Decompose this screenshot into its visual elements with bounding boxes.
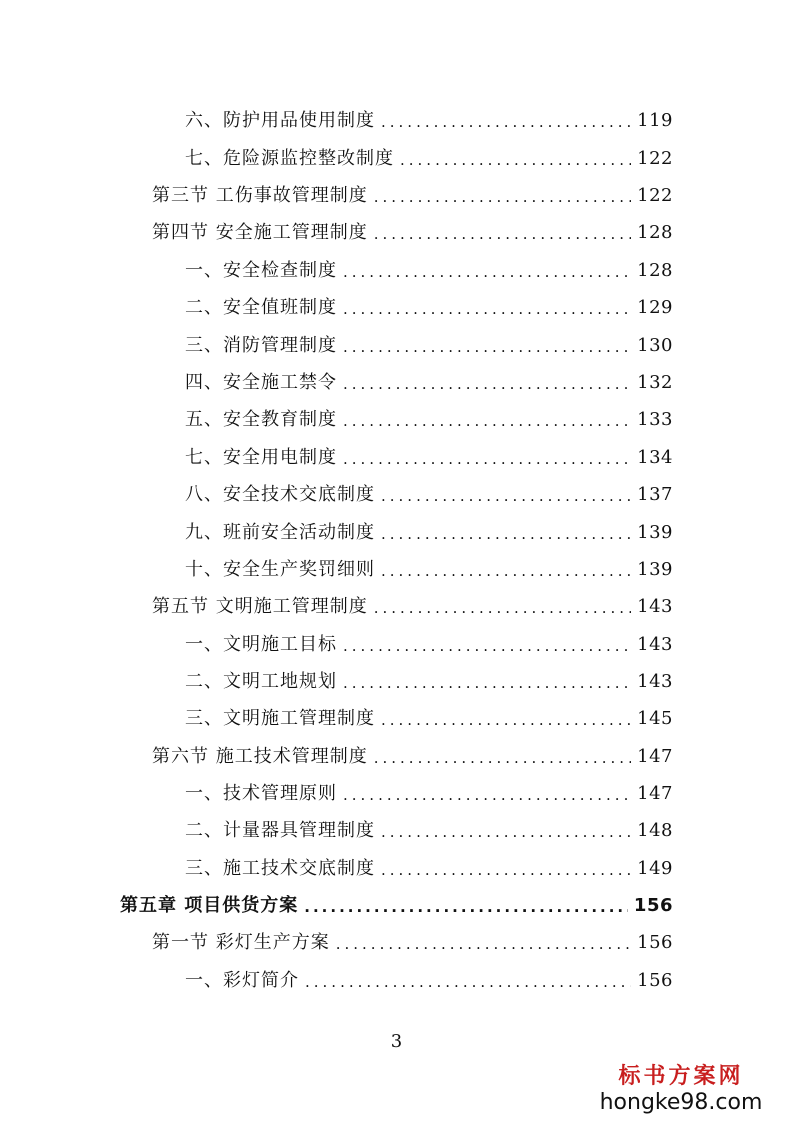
toc-entry-page: 129	[637, 297, 673, 318]
toc-entry	[185, 364, 673, 394]
toc-leader-dots	[374, 187, 631, 207]
toc-leader-dots	[381, 860, 631, 880]
toc-entry-title: 第四节 安全施工管理制度	[152, 222, 368, 243]
toc-leader-dots	[381, 822, 631, 842]
toc-entry-title: 十、安全生产奖罚细则	[185, 559, 375, 580]
toc-entry	[185, 551, 673, 581]
toc-entry	[185, 102, 673, 132]
watermark-title: 标书方案网	[618, 1063, 744, 1089]
toc-entry	[185, 439, 673, 469]
toc-entry-title: 一、技术管理原则	[185, 783, 337, 804]
toc-entry-page: 139	[637, 522, 673, 543]
toc-leader-dots	[374, 224, 631, 244]
toc-entry-title: 九、班前安全活动制度	[185, 522, 375, 543]
toc-entry-page: 139	[637, 559, 673, 580]
toc-entry-title: 第五章 项目供货方案	[120, 895, 299, 916]
toc-entry-page: 134	[637, 447, 673, 468]
toc-entry-title: 三、消防管理制度	[185, 335, 337, 356]
watermark-logo	[581, 1062, 781, 1116]
watermark-url: hongke98.com	[599, 1090, 763, 1115]
toc-entry	[185, 289, 673, 319]
toc-entry-title: 七、危险源监控整改制度	[185, 148, 394, 169]
toc-entry-page: 130	[637, 335, 673, 356]
toc-chapter-entry	[120, 887, 673, 917]
toc-entry	[185, 401, 673, 431]
toc-entry-page: 122	[637, 148, 673, 169]
toc-entry	[152, 214, 673, 244]
toc-entry	[185, 514, 673, 544]
toc-entry	[185, 663, 673, 693]
toc-entry-title: 三、施工技术交底制度	[185, 858, 375, 879]
toc-entry-title: 六、防护用品使用制度	[185, 110, 375, 131]
toc-leader-dots	[400, 150, 631, 170]
toc-leader-dots	[381, 112, 631, 132]
toc-leader-dots	[343, 337, 631, 357]
toc-entry-title: 三、文明施工管理制度	[185, 708, 375, 729]
toc-entry-page: 128	[637, 222, 673, 243]
toc-entry-page: 147	[637, 783, 673, 804]
toc-leader-dots	[343, 262, 631, 282]
toc-entry	[152, 924, 673, 954]
toc-entry-title: 七、安全用电制度	[185, 447, 337, 468]
toc-leader-dots	[304, 897, 628, 917]
toc-entry	[185, 252, 673, 282]
toc-entry-page: 145	[637, 708, 673, 729]
toc-entry-title: 一、安全检查制度	[185, 260, 337, 281]
toc-entry	[185, 962, 673, 992]
toc-entry-title: 第三节 工伤事故管理制度	[152, 185, 368, 206]
toc-entry	[152, 177, 673, 207]
toc-leader-dots	[343, 673, 631, 693]
toc-entry	[185, 327, 673, 357]
toc-leader-dots	[343, 374, 631, 394]
toc-entry-page: 143	[637, 596, 673, 617]
toc-entry-title: 八、安全技术交底制度	[185, 484, 375, 505]
toc-entry-page: 128	[637, 260, 673, 281]
toc-entry-page: 156	[637, 932, 673, 953]
toc-entry-title: 一、文明施工目标	[185, 634, 337, 655]
toc-entry-title: 第一节 彩灯生产方案	[152, 932, 330, 953]
toc-entry	[185, 850, 673, 880]
toc-entry-title: 二、文明工地规划	[185, 671, 337, 692]
page-number: 3	[390, 1031, 403, 1052]
toc-entry-page: 156	[633, 895, 673, 916]
toc-leader-dots	[343, 636, 631, 656]
toc-leader-dots	[381, 710, 631, 730]
toc-entry	[185, 140, 673, 170]
toc-entry	[185, 626, 673, 656]
toc-leader-dots	[343, 449, 631, 469]
toc-entry-page: 147	[637, 746, 673, 767]
toc-leader-dots	[305, 972, 631, 992]
toc-entry	[185, 775, 673, 805]
toc-entry	[185, 476, 673, 506]
toc-leader-dots	[336, 934, 631, 954]
toc-entry-title: 一、彩灯简介	[185, 970, 299, 991]
toc-entry-title: 第六节 施工技术管理制度	[152, 746, 368, 767]
toc-entry-page: 156	[637, 970, 673, 991]
toc-entry-title: 二、计量器具管理制度	[185, 820, 375, 841]
toc-entry-page: 122	[637, 185, 673, 206]
toc-leader-dots	[381, 561, 631, 581]
toc-entry	[152, 588, 673, 618]
toc-leader-dots	[343, 299, 631, 319]
toc-entry-page: 137	[637, 484, 673, 505]
toc-entry	[185, 812, 673, 842]
toc-entry-page: 119	[637, 110, 673, 131]
toc-entry-title: 四、安全施工禁令	[185, 372, 337, 393]
toc-entry-page: 148	[637, 820, 673, 841]
toc-entry-title: 第五节 文明施工管理制度	[152, 596, 368, 617]
toc-leader-dots	[374, 748, 631, 768]
toc-entry-page: 149	[637, 858, 673, 879]
toc-leader-dots	[381, 486, 631, 506]
toc-entry-page: 132	[637, 372, 673, 393]
toc-leader-dots	[374, 598, 631, 618]
toc-entry-page: 143	[637, 671, 673, 692]
toc-entry-page: 133	[637, 409, 673, 430]
toc-entry	[152, 738, 673, 768]
toc-entry-page: 143	[637, 634, 673, 655]
toc-entry	[185, 700, 673, 730]
toc-leader-dots	[343, 785, 631, 805]
toc-leader-dots	[381, 524, 631, 544]
toc-entry-title: 二、安全值班制度	[185, 297, 337, 318]
toc-entry-title: 五、安全教育制度	[185, 409, 337, 430]
toc-leader-dots	[343, 411, 631, 431]
